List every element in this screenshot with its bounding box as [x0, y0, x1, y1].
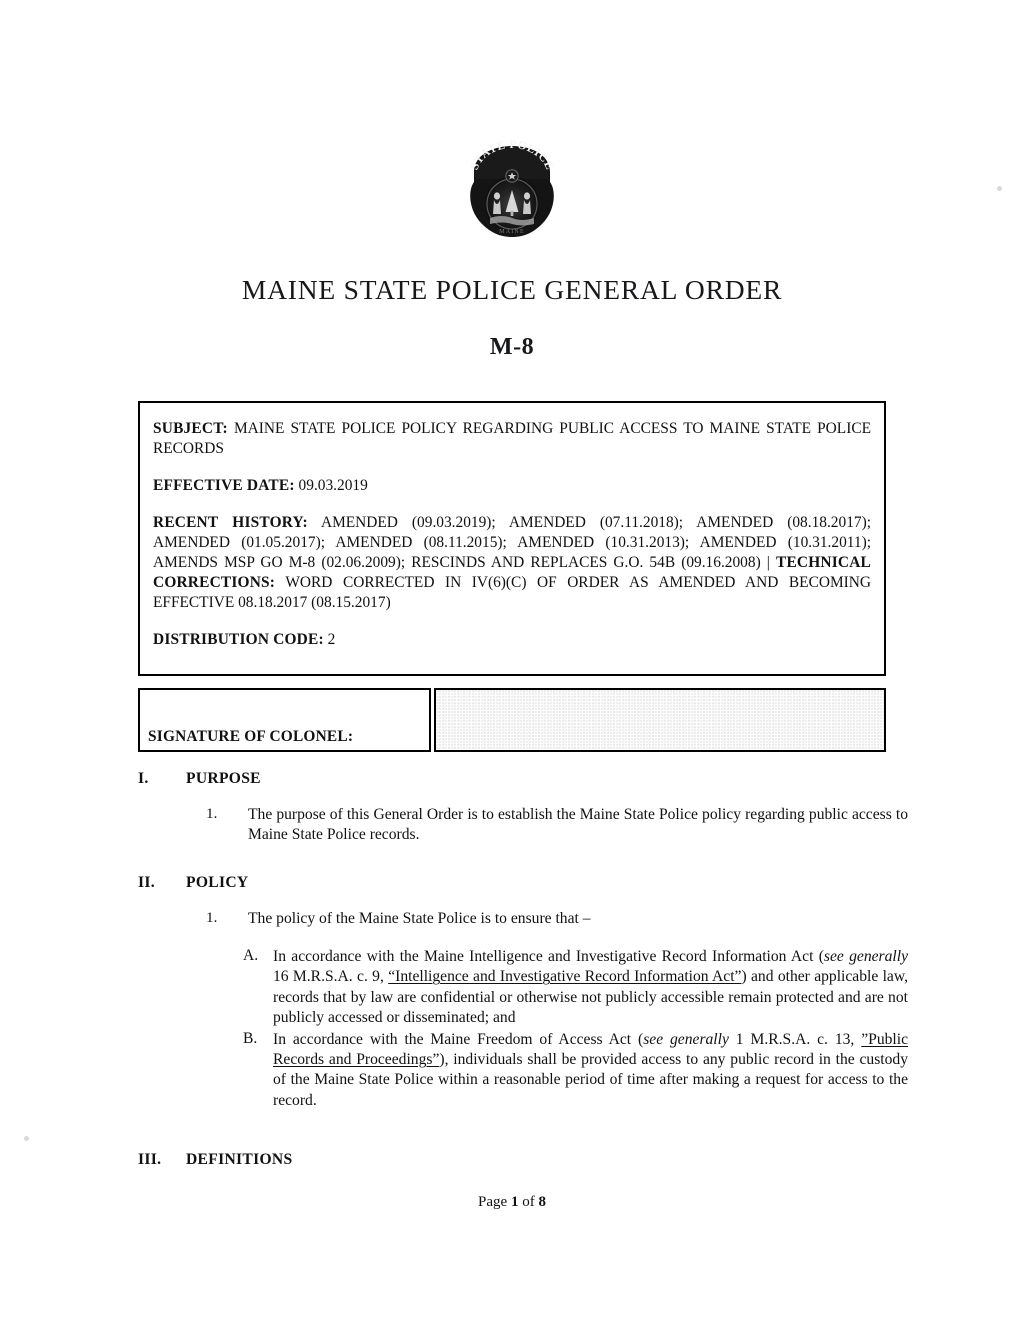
order-code: M-8 [489, 334, 535, 360]
section-numeral: III. [138, 1151, 162, 1168]
svg-text:MAINE: MAINE [499, 229, 525, 235]
recent-history-label: RECENT HISTORY: [153, 514, 308, 532]
spacer [153, 500, 871, 513]
signature-strip [138, 688, 886, 752]
item-marker: 1. [206, 805, 218, 822]
subitem-run-2: 16 M.R.S.A. c. 9, [273, 968, 389, 986]
svg-text:STATE POLICE: STATE POLICE [468, 138, 556, 172]
list-item [138, 947, 908, 1028]
section-policy [138, 874, 908, 1111]
subitem-text [273, 1030, 908, 1111]
subitem-italic-1: see generally [823, 948, 908, 966]
section-title: DEFINITIONS [186, 1151, 293, 1168]
section-title: PURPOSE [186, 770, 261, 787]
section-heading [138, 874, 908, 892]
section-definitions [138, 1151, 908, 1169]
section-purpose [138, 770, 908, 846]
section-title: POLICY [186, 874, 249, 891]
signature-image-cell [434, 688, 886, 752]
effective-date-label: EFFECTIVE DATE: [153, 477, 295, 495]
scan-speck [997, 186, 1002, 191]
effective-date-value: 09.03.2019 [298, 477, 368, 495]
item-marker: 1. [206, 909, 218, 926]
subitem-text [273, 947, 908, 1028]
item-text: The purpose of this General Order is to establish the Maine State Police policy regarding public access to Maine State Police records. [248, 806, 908, 844]
effective-date-row [153, 476, 871, 496]
technical-corrections-label: TECHNICAL CORRECTIONS: [153, 554, 871, 592]
footer-page-total: 8 [538, 1194, 546, 1210]
subitem-underline-1: “Intelligence and Investigative Record Information Act” [388, 968, 742, 986]
subitem-run-1: In accordance with the Maine Freedom of Access Act ( [273, 1031, 644, 1049]
signature-of-colonel-label: SIGNATURE OF COLONEL: [148, 728, 354, 745]
spacer [153, 463, 871, 476]
subitem-run-1: In accordance with the Maine Intelligence and Investigative Record Information Act ( [273, 948, 824, 966]
subitem-marker: B. [243, 1030, 258, 1048]
spacer [153, 617, 871, 630]
scan-speck [24, 1136, 29, 1141]
subitem-run-3: ) and other applicable law, records that by law are confidential or otherwise not publicly accessible remain protected and are not publicly accessed or disseminated; and [273, 968, 908, 1026]
section-heading [138, 770, 908, 788]
subitem-run-2: 1 M.R.S.A. c. 13, [728, 1031, 862, 1049]
item-text: The policy of the Maine State Police is to ensure that – [248, 910, 591, 927]
distribution-code-value: 2 [327, 631, 336, 649]
order-header-box [138, 401, 886, 676]
subject-value: MAINE STATE POLICE POLICY REGARDING PUBLIC ACCESS TO MAINE STATE POLICE RECORDS [153, 420, 871, 458]
section-numeral: II. [138, 874, 155, 891]
subject-row [153, 419, 871, 459]
recent-history-value: AMENDED (09.03.2019); AMENDED (07.11.2018); AMENDED (08.18.2017); AMENDED (01.05.2017); AMENDED (08.11.2015); AMENDED (10.31.2013); AMENDED (10.31.2011); AMENDS MSP GO M-8 (02.06.2009); RESCINDS AND REPLACES G.O. 54B (09.16.2008) | [153, 514, 871, 572]
list-item [138, 909, 908, 929]
subject-label: SUBJECT: [153, 420, 228, 437]
page-title: MAINE STATE POLICE GENERAL ORDER [241, 274, 783, 305]
footer-page-number: 1 [510, 1194, 519, 1210]
technical-corrections-value: WORD CORRECTED IN IV(6)(C) OF ORDER AS AMENDED AND BECOMING EFFECTIVE 08.18.2017 (08.15.2017) [153, 574, 871, 612]
subitem-run-3: ), individuals shall be provided access to any public record in the custody of the Maine State Police within a reasonable period of time after making a request for access to the record. [273, 1051, 908, 1109]
recent-history-row [153, 513, 871, 613]
subitem-italic-1: see generally [643, 1031, 729, 1049]
signature-label-cell [138, 688, 431, 752]
footer-prefix: Page [478, 1194, 511, 1210]
distribution-code-row [153, 630, 871, 650]
list-item [138, 1030, 908, 1111]
section-numeral: I. [138, 770, 149, 787]
list-item [138, 805, 908, 846]
distribution-code-label: DISTRIBUTION CODE: [153, 631, 324, 649]
agency-emblem [0, 138, 1024, 242]
subitem-marker: A. [243, 947, 259, 965]
page-footer [0, 1194, 1024, 1211]
section-heading [138, 1151, 908, 1169]
state-police-badge-icon [464, 138, 560, 242]
subitem-underline-1: ”Public Records and Proceedings” [273, 1031, 908, 1069]
footer-middle: of [518, 1194, 539, 1210]
